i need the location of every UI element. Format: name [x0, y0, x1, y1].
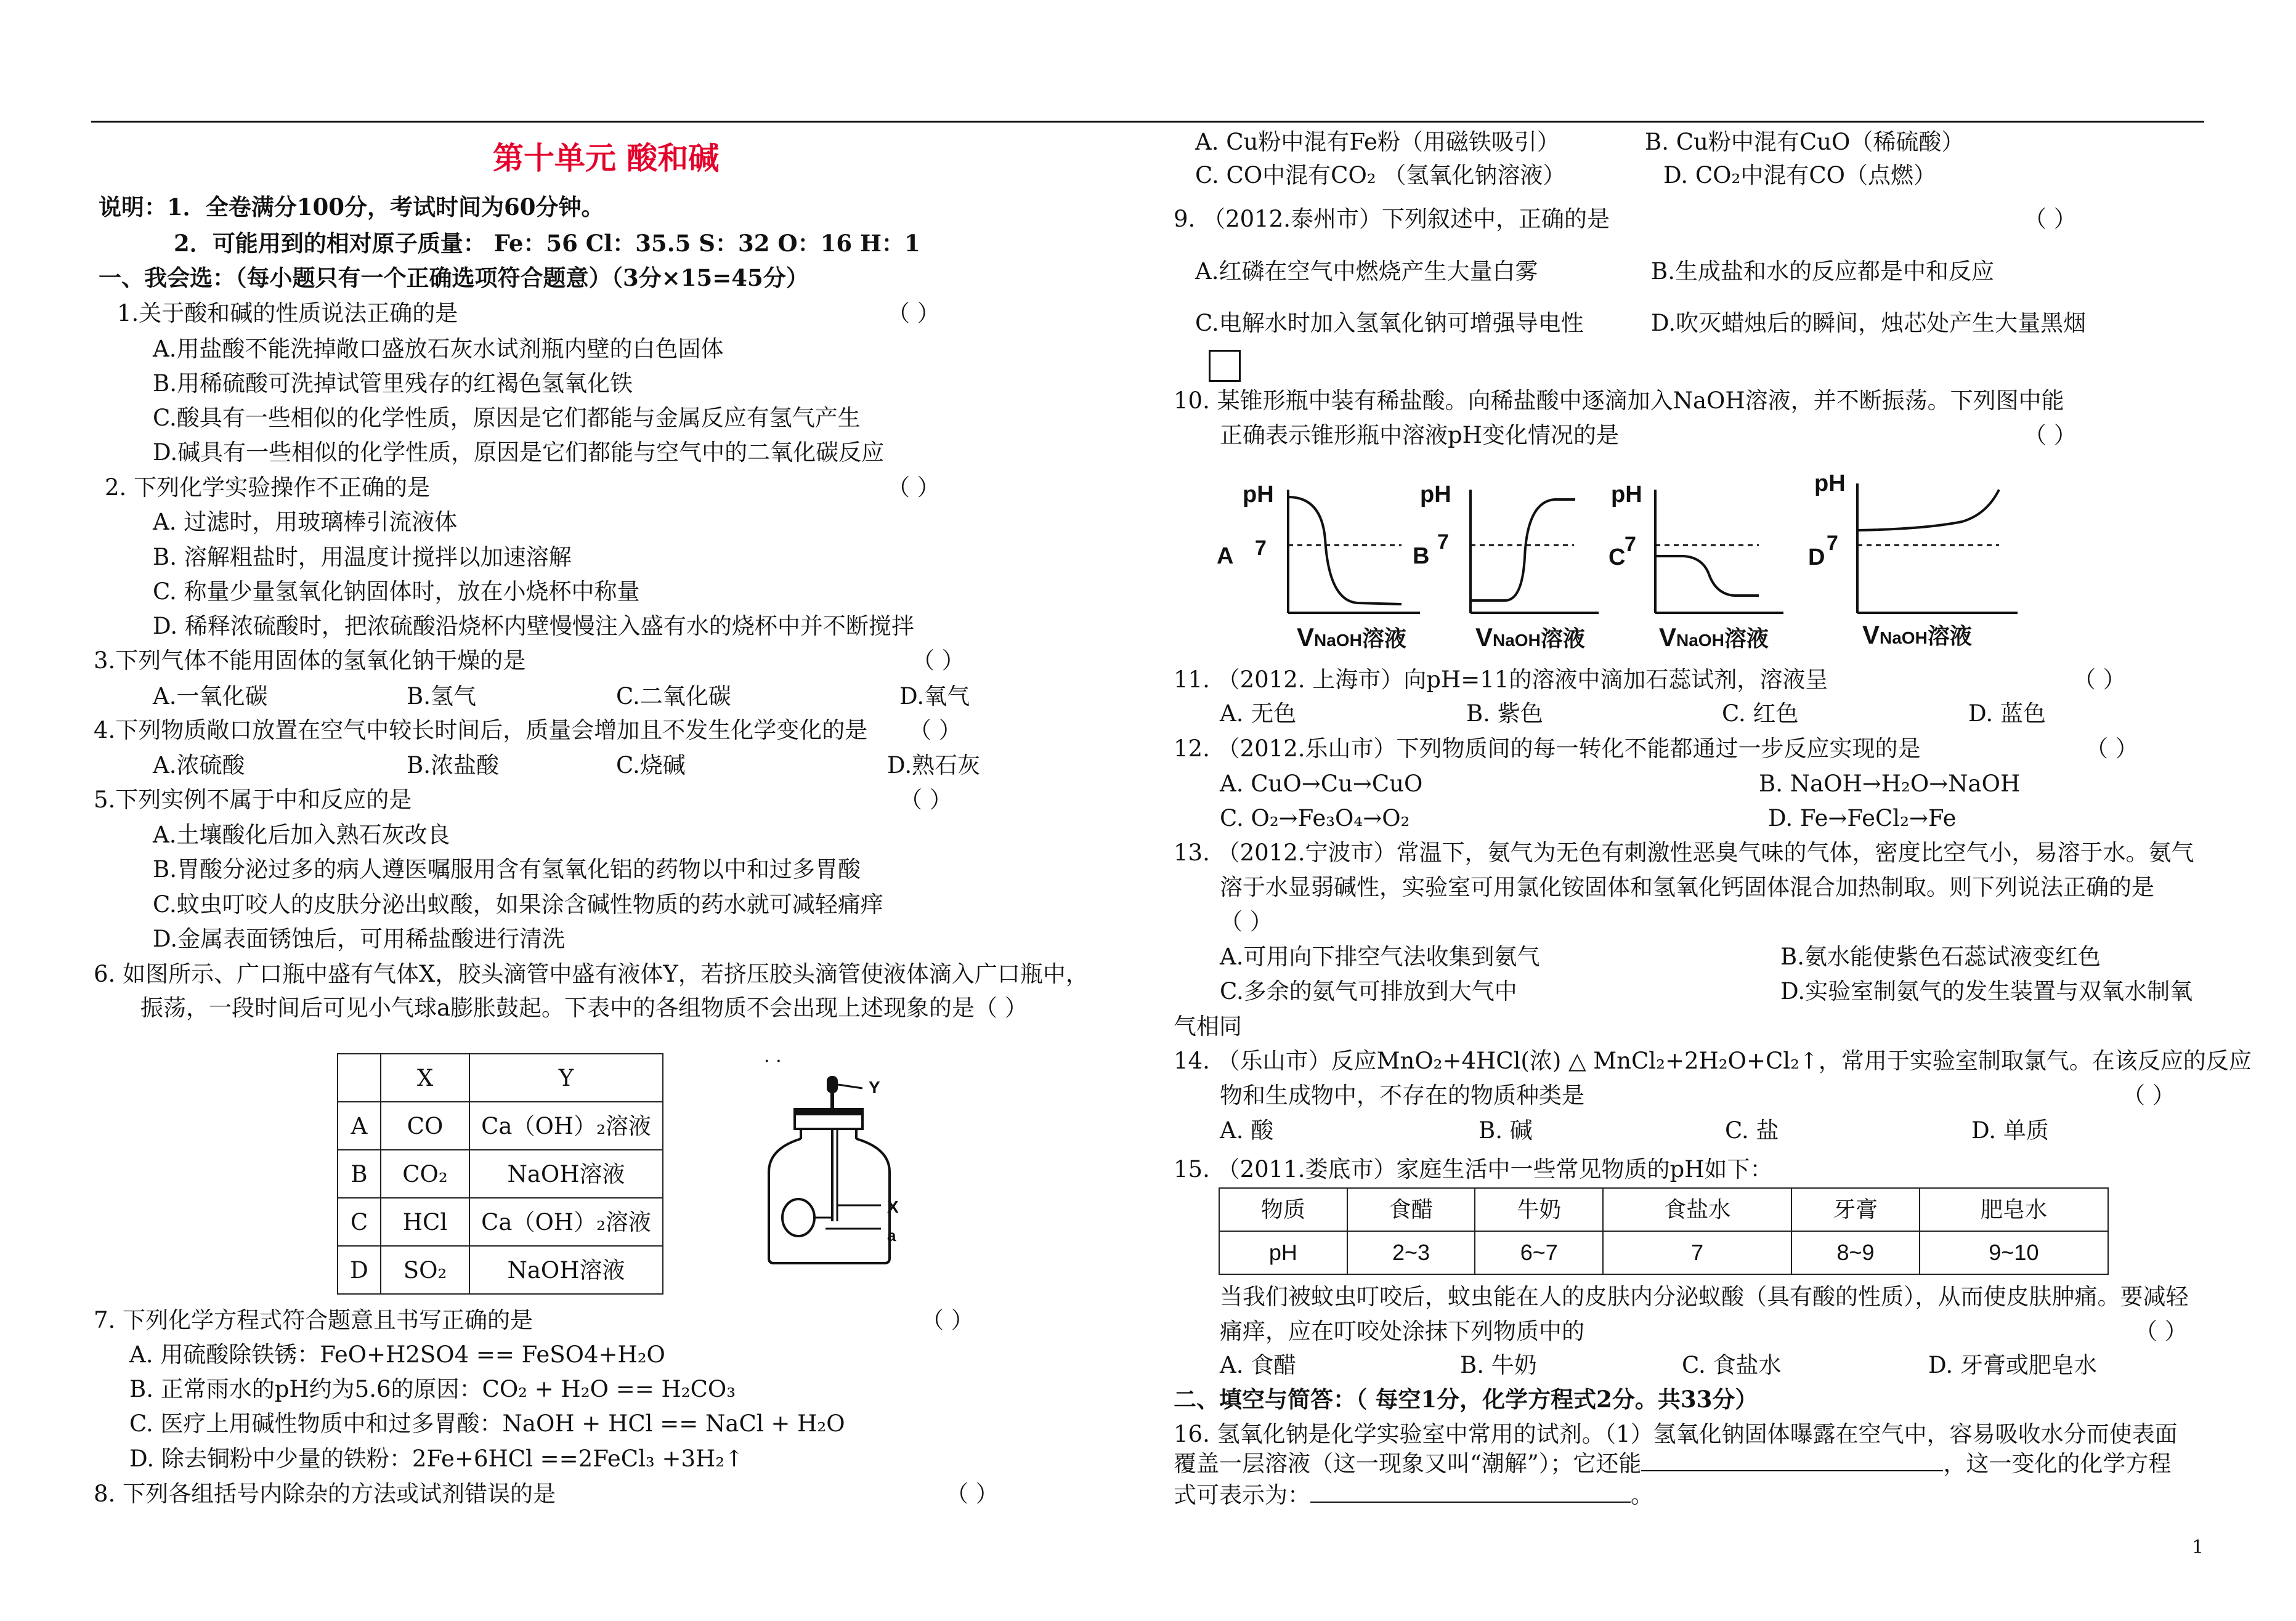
- q5-option-c[interactable]: C.蚊虫叮咬人的皮肤分泌出蚁酸，如果涂含碱性物质的药水就可减轻痛痒: [153, 891, 883, 918]
- q14-option-a[interactable]: A. 酸: [1220, 1117, 1274, 1144]
- q12-option-a[interactable]: A. CuO→Cu→CuO: [1220, 770, 1423, 797]
- q6-table-header: X: [381, 1054, 469, 1102]
- q4-option-b[interactable]: B.浓盐酸: [407, 752, 499, 778]
- q12-answer-paren[interactable]: （ ）: [2085, 735, 2138, 762]
- q15-header-cell: 牙膏: [1791, 1188, 1920, 1231]
- q2-option-d[interactable]: D. 稀释浓硫酸时，把浓硫酸沿烧杯内壁慢慢注入盛有水的烧杯中并不断搅拌: [153, 613, 914, 639]
- q13-stem-line-1: 13. （2012.宁波市）常温下，氨气为无色有刺激性恶臭气味的气体，密度比空气小，易溶于水。氨气: [1174, 839, 2194, 866]
- q6-stem-line-2: 振荡，一段时间后可见小气球a膨胀鼓起。下表中的各组物质不会出现上述现象的是（ ）: [140, 995, 1028, 1021]
- q6-row-y: Ca（OH）₂溶液: [469, 1102, 663, 1150]
- ph-graph-b-seven: 7: [1437, 530, 1449, 554]
- q16-line-3-text: 式可表示为：: [1174, 1482, 1310, 1508]
- q9-option-d[interactable]: D.吹灭蜡烛后的瞬间，烛芯处产生大量黑烟: [1651, 310, 2087, 336]
- q13-option-d[interactable]: D.实验室制氨气的发生装置与双氧水制氧: [1780, 978, 2193, 1005]
- q15-value-cell: 9~10: [1920, 1231, 2108, 1274]
- q15-header-cell: 物质: [1219, 1188, 1347, 1231]
- q6-row-key: D: [338, 1246, 381, 1294]
- ph-graph-b-letter: B: [1413, 543, 1430, 569]
- q8-option-a[interactable]: A. Cu粉中混有Fe粉（用磁铁吸引）: [1195, 129, 1560, 155]
- q3-answer-paren[interactable]: （ ）: [912, 647, 965, 674]
- q7-answer-paren[interactable]: （ ）: [921, 1307, 974, 1333]
- q15-answer-paren[interactable]: （ ）: [2135, 1318, 2188, 1344]
- ph-graph-a-letter: A: [1217, 543, 1234, 569]
- q8-option-b[interactable]: B. Cu粉中混有CuO（稀硫酸）: [1645, 129, 1965, 155]
- q13-answer-paren[interactable]: （ ）: [1220, 908, 1273, 935]
- q5-option-a[interactable]: A.土壤酸化后加入熟石灰改良: [153, 822, 450, 848]
- q6-row-x: CO₂: [381, 1150, 469, 1198]
- q9-answer-paren[interactable]: （ ）: [2024, 206, 2077, 232]
- q10-stem-line-1: 10. 某锥形瓶中装有稀盐酸。向稀盐酸中逐滴加入NaOH溶液，并不断振荡。下列图中能: [1174, 387, 2064, 414]
- q4-option-c[interactable]: C.烧碱: [616, 752, 686, 778]
- q13-option-b[interactable]: B.氨水能使紫色石蕊试液变红色: [1780, 944, 2101, 970]
- q16-blank-1[interactable]: [1641, 1452, 1943, 1471]
- ph-graph-d-seven: 7: [1827, 532, 1838, 555]
- q3-option-b[interactable]: B.氢气: [407, 683, 476, 709]
- q12-option-c[interactable]: C. O₂→Fe₃O₄→O₂: [1220, 805, 1410, 831]
- q16-line-2: [1174, 1452, 2171, 1475]
- q2-option-c[interactable]: C. 称量少量氢氧化钠固体时，放在小烧杯中称量: [153, 578, 640, 605]
- q9-option-c[interactable]: C.电解水时加入氢氧化钠可增强导电性: [1195, 310, 1584, 336]
- q14-option-d[interactable]: D. 单质: [1971, 1117, 2049, 1144]
- q16-line-2-tail: ，这一变化的化学方程: [1943, 1450, 2172, 1477]
- q13-option-a[interactable]: A.可用向下排空气法收集到氨气: [1220, 944, 1540, 970]
- q6-stem-line-1: 6. 如图所示、广口瓶中盛有气体X，胶头滴管中盛有液体Y，若挤压胶头滴管使液体滴入广口瓶中，: [94, 961, 1089, 987]
- q7-stem: 7. 下列化学方程式符合题意且书写正确的是: [94, 1307, 533, 1333]
- q14-stem-line-1: 14. （乐山市）反应MnO₂+4HCl(浓) △ MnCl₂+2H₂O+Cl₂↑，常用于实验室制取氯气。在该反应的反应: [1174, 1048, 2252, 1074]
- q14-stem-line-2: 物和生成物中，不存在的物质种类是: [1220, 1082, 1584, 1109]
- q16-line-3: [1174, 1483, 1653, 1506]
- q15-value-cell: 2~3: [1347, 1231, 1475, 1274]
- ph-graph-d[interactable]: [1808, 471, 2018, 649]
- q16-line-3-tail: 。: [1631, 1482, 1653, 1508]
- q16-line-1: 16. 氢氧化钠是化学实验室中常用的试剂。（1）氢氧化钠固体曝露在空气中，容易吸收水分而使表面: [1174, 1421, 2178, 1447]
- q2-option-a[interactable]: A. 过滤时，用玻璃棒引流液体: [153, 509, 458, 535]
- q8-stem: 8. 下列各组括号内除杂的方法或试剂错误的是: [94, 1481, 556, 1507]
- ph-graph-c-xlabel: VNaOH溶液: [1659, 623, 1769, 650]
- q13-option-d-continued: 气相同: [1174, 1013, 1242, 1040]
- q6-figure-dots: . .: [764, 1045, 782, 1067]
- q2-option-b[interactable]: B. 溶解粗盐时，用温度计搅拌以加速溶解: [153, 544, 572, 570]
- q12-option-d[interactable]: D. Fe→FeCl₂→Fe: [1768, 805, 1957, 831]
- q9-option-a[interactable]: A.红磷在空气中燃烧产生大量白雾: [1195, 258, 1538, 285]
- q6-row-x: CO: [381, 1102, 469, 1150]
- q6-figure-label-a: a: [887, 1226, 896, 1245]
- ph-graph-a-xlabel: VNaOH溶液: [1297, 623, 1406, 650]
- q2-answer-paren[interactable]: （ ）: [887, 474, 940, 501]
- q14-answer-paren[interactable]: （ ）: [2122, 1082, 2175, 1109]
- q3-stem: 3.下列气体不能用固体的氢氧化钠干燥的是: [94, 647, 526, 674]
- section-2-heading: 二、填空与简答：（ 每空1分，化学方程式2分。共33分）: [1174, 1386, 1758, 1413]
- q7-option-d[interactable]: D. 除去铜粉中少量的铁粉：2Fe+6HCl ==2FeCl₃ +3H₂↑: [129, 1445, 744, 1472]
- q1-option-d[interactable]: D.碱具有一些相似的化学性质，原因是它们都能与空气中的二氧化碳反应: [153, 439, 885, 466]
- q6-figure-label-y: Y: [869, 1078, 880, 1097]
- q6-figure-label-x: X: [887, 1197, 899, 1216]
- q15-value-cell: pH: [1219, 1231, 1347, 1274]
- q1-answer-paren[interactable]: （ ）: [887, 300, 940, 326]
- q15-option-c[interactable]: C. 食盐水: [1682, 1352, 1782, 1378]
- intro-line-1: 说明：1．全卷满分100分，考试时间为60分钟。: [99, 193, 604, 220]
- q6-row-x: SO₂: [381, 1246, 469, 1294]
- ph-graph-c-letter: C: [1608, 544, 1626, 570]
- ph-graph-a-ylabel: pH: [1243, 482, 1274, 507]
- q9-stem: 9. （2012.泰州市）下列叙述中，正确的是: [1174, 206, 1610, 232]
- q6-row-key: A: [338, 1102, 381, 1150]
- q11-option-b[interactable]: B. 紫色: [1466, 700, 1543, 727]
- q11-option-a[interactable]: A. 无色: [1220, 700, 1297, 727]
- q10-ph-graphs[interactable]: [1217, 465, 2018, 650]
- q3-option-d[interactable]: D.氧气: [899, 683, 970, 709]
- q1-option-a[interactable]: A.用盐酸不能洗掉敞口盛放石灰水试剂瓶内壁的白色固体: [153, 336, 724, 362]
- q11-option-d[interactable]: D. 蓝色: [1968, 700, 2046, 727]
- q15-value-cell: 6~7: [1475, 1231, 1603, 1274]
- q16-line-2-text: 覆盖一层溶液（这一现象又叫“潮解”）；它还能: [1174, 1450, 1642, 1477]
- q15-ph-table: [1219, 1187, 2109, 1275]
- page-number: 1: [2191, 1537, 2204, 1558]
- q11-stem: 11. （2012. 上海市）向pH=11的溶液中滴加石蕊试剂，溶液呈: [1174, 666, 1828, 693]
- q15-header-cell: 牛奶: [1475, 1188, 1603, 1231]
- q14-option-c[interactable]: C. 盐: [1725, 1117, 1779, 1144]
- q6-row-y: NaOH溶液: [469, 1246, 663, 1294]
- ph-graph-d-letter: D: [1808, 544, 1825, 570]
- q15-header-cell: 食盐水: [1603, 1188, 1791, 1231]
- q6-row-key: B: [338, 1150, 381, 1198]
- q6-row-x: HCl: [381, 1198, 469, 1246]
- q7-option-b[interactable]: B. 正常雨水的pH约为5.6的原因：CO₂ + H₂O == H₂CO₃: [129, 1376, 736, 1402]
- ph-graph-b-ylabel: pH: [1420, 482, 1451, 507]
- q5-stem: 5.下列实例不属于中和反应的是: [94, 786, 412, 813]
- q1-stem: 1.关于酸和碱的性质说法正确的是: [117, 300, 458, 326]
- q15-header-cell: 食醋: [1347, 1188, 1475, 1231]
- page-title: 第十单元 酸和碱: [493, 140, 720, 176]
- q15-header-cell: 肥皂水: [1920, 1188, 2108, 1231]
- q14-option-b[interactable]: B. 碱: [1479, 1117, 1533, 1144]
- q5-answer-paren[interactable]: （ ）: [899, 786, 952, 813]
- ph-graph-d-xlabel: VNaOH溶液: [1862, 620, 1972, 649]
- q2-stem: 2. 下列化学实验操作不正确的是: [105, 474, 431, 501]
- q15-option-b[interactable]: B. 牛奶: [1460, 1352, 1537, 1378]
- q15-option-a[interactable]: A. 食醋: [1220, 1352, 1297, 1378]
- ph-graph-b[interactable]: [1413, 482, 1599, 650]
- q8-answer-paren[interactable]: （ ）: [946, 1481, 999, 1507]
- q8-option-d[interactable]: D. CO₂中混有CO（点燃）: [1663, 162, 1936, 188]
- ph-graph-b-xlabel: VNaOH溶液: [1475, 623, 1585, 650]
- q6-row-y: NaOH溶液: [469, 1150, 663, 1198]
- section-1-heading: 一、我会选：（每小题只有一个正确选项符合题意）（3分×15=45分）: [99, 264, 809, 291]
- q5-option-b[interactable]: B.胃酸分泌过多的病人遵医嘱服用含有氢氧化铝的药物以中和过多胃酸: [153, 856, 861, 883]
- ph-graph-a-seven: 7: [1255, 536, 1267, 560]
- q4-option-a[interactable]: A.浓硫酸: [153, 752, 245, 778]
- q4-option-d[interactable]: D.熟石灰: [887, 752, 981, 778]
- q3-option-a[interactable]: A.一氧化碳: [153, 683, 268, 709]
- q11-answer-paren[interactable]: （ ）: [2073, 666, 2126, 693]
- q12-stem: 12. （2012.乐山市）下列物质间的每一转化不能都通过一步反应实现的是: [1174, 735, 1921, 762]
- q1-option-c[interactable]: C.酸具有一些相似的化学性质，原因是它们都能与金属反应有氢气产生: [153, 405, 861, 431]
- q5-option-d[interactable]: D.金属表面锈蚀后，可用稀盐酸进行清洗: [153, 926, 566, 952]
- ph-graph-c[interactable]: [1608, 482, 1783, 650]
- q4-stem: 4.下列物质敞口放置在空气中较长时间后，质量会增加且不发生化学变化的是: [94, 717, 868, 743]
- q16-blank-2[interactable]: [1310, 1483, 1631, 1503]
- ph-graph-c-ylabel: pH: [1611, 482, 1642, 507]
- q6-row-y: Ca（OH）₂溶液: [469, 1198, 663, 1246]
- q4-answer-paren[interactable]: （ ）: [909, 717, 962, 743]
- q6-row-key: C: [338, 1198, 381, 1246]
- q9-option-b[interactable]: B.生成盐和水的反应都是中和反应: [1651, 258, 1994, 285]
- q3-option-c[interactable]: C.二氧化碳: [616, 683, 731, 709]
- q15-value-cell: 7: [1603, 1231, 1791, 1274]
- q7-option-c[interactable]: C. 医疗上用碱性物质中和过多胃酸：NaOH + HCl == NaCl + H₂O: [129, 1410, 845, 1437]
- q15-value-cell: 8~9: [1791, 1231, 1920, 1274]
- q13-option-c[interactable]: C.多余的氨气可排放到大气中: [1220, 978, 1517, 1005]
- q8-option-c[interactable]: C. CO中混有CO₂ （氢氧化钠溶液）: [1195, 162, 1566, 188]
- q10-stem-line-2: 正确表示锥形瓶中溶液pH变化情况的是: [1220, 422, 1619, 448]
- q13-stem-line-2: 溶于水显弱碱性，实验室可用氯化铵固体和氢氧化钙固体混合加热制取。则下列说法正确的是: [1220, 874, 2154, 900]
- q12-option-b[interactable]: B. NaOH→H₂O→NaOH: [1759, 770, 2021, 797]
- q10-answer-paren[interactable]: （ ）: [2024, 422, 2077, 448]
- q1-option-b[interactable]: B.用稀硫酸可洗掉试管里残存的红褐色氢氧化铁: [153, 370, 633, 397]
- q15-option-d[interactable]: D. 牙膏或肥皂水: [1928, 1352, 2097, 1378]
- ph-graph-a[interactable]: [1217, 482, 1420, 650]
- q15-stem: 15. （2011.娄底市）家庭生活中一些常见物质的pH如下：: [1174, 1156, 1773, 1182]
- ph-graph-c-seven: 7: [1625, 533, 1636, 556]
- q6-table-header: Y: [469, 1054, 663, 1102]
- answer-box[interactable]: [1209, 350, 1241, 382]
- intro-line-2: 2．可能用到的相对原子质量： Fe：56 Cl：35.5 S：32 O：16 H：1: [174, 230, 920, 257]
- ph-graph-d-ylabel: pH: [1814, 471, 1846, 496]
- q11-option-c[interactable]: C. 红色: [1722, 700, 1799, 727]
- q7-option-a[interactable]: A. 用硫酸除铁锈：FeO+H2SO4 == FeSO4+H₂O: [129, 1341, 665, 1368]
- q15-text-line-2: 痛痒，应在叮咬处涂抹下列物质中的: [1220, 1318, 1584, 1344]
- q15-text-line-1: 当我们被蚊虫叮咬后，蚊虫能在人的皮肤内分泌蚁酸（具有酸的性质），从而使皮肤肿痛。要减轻: [1220, 1283, 2189, 1310]
